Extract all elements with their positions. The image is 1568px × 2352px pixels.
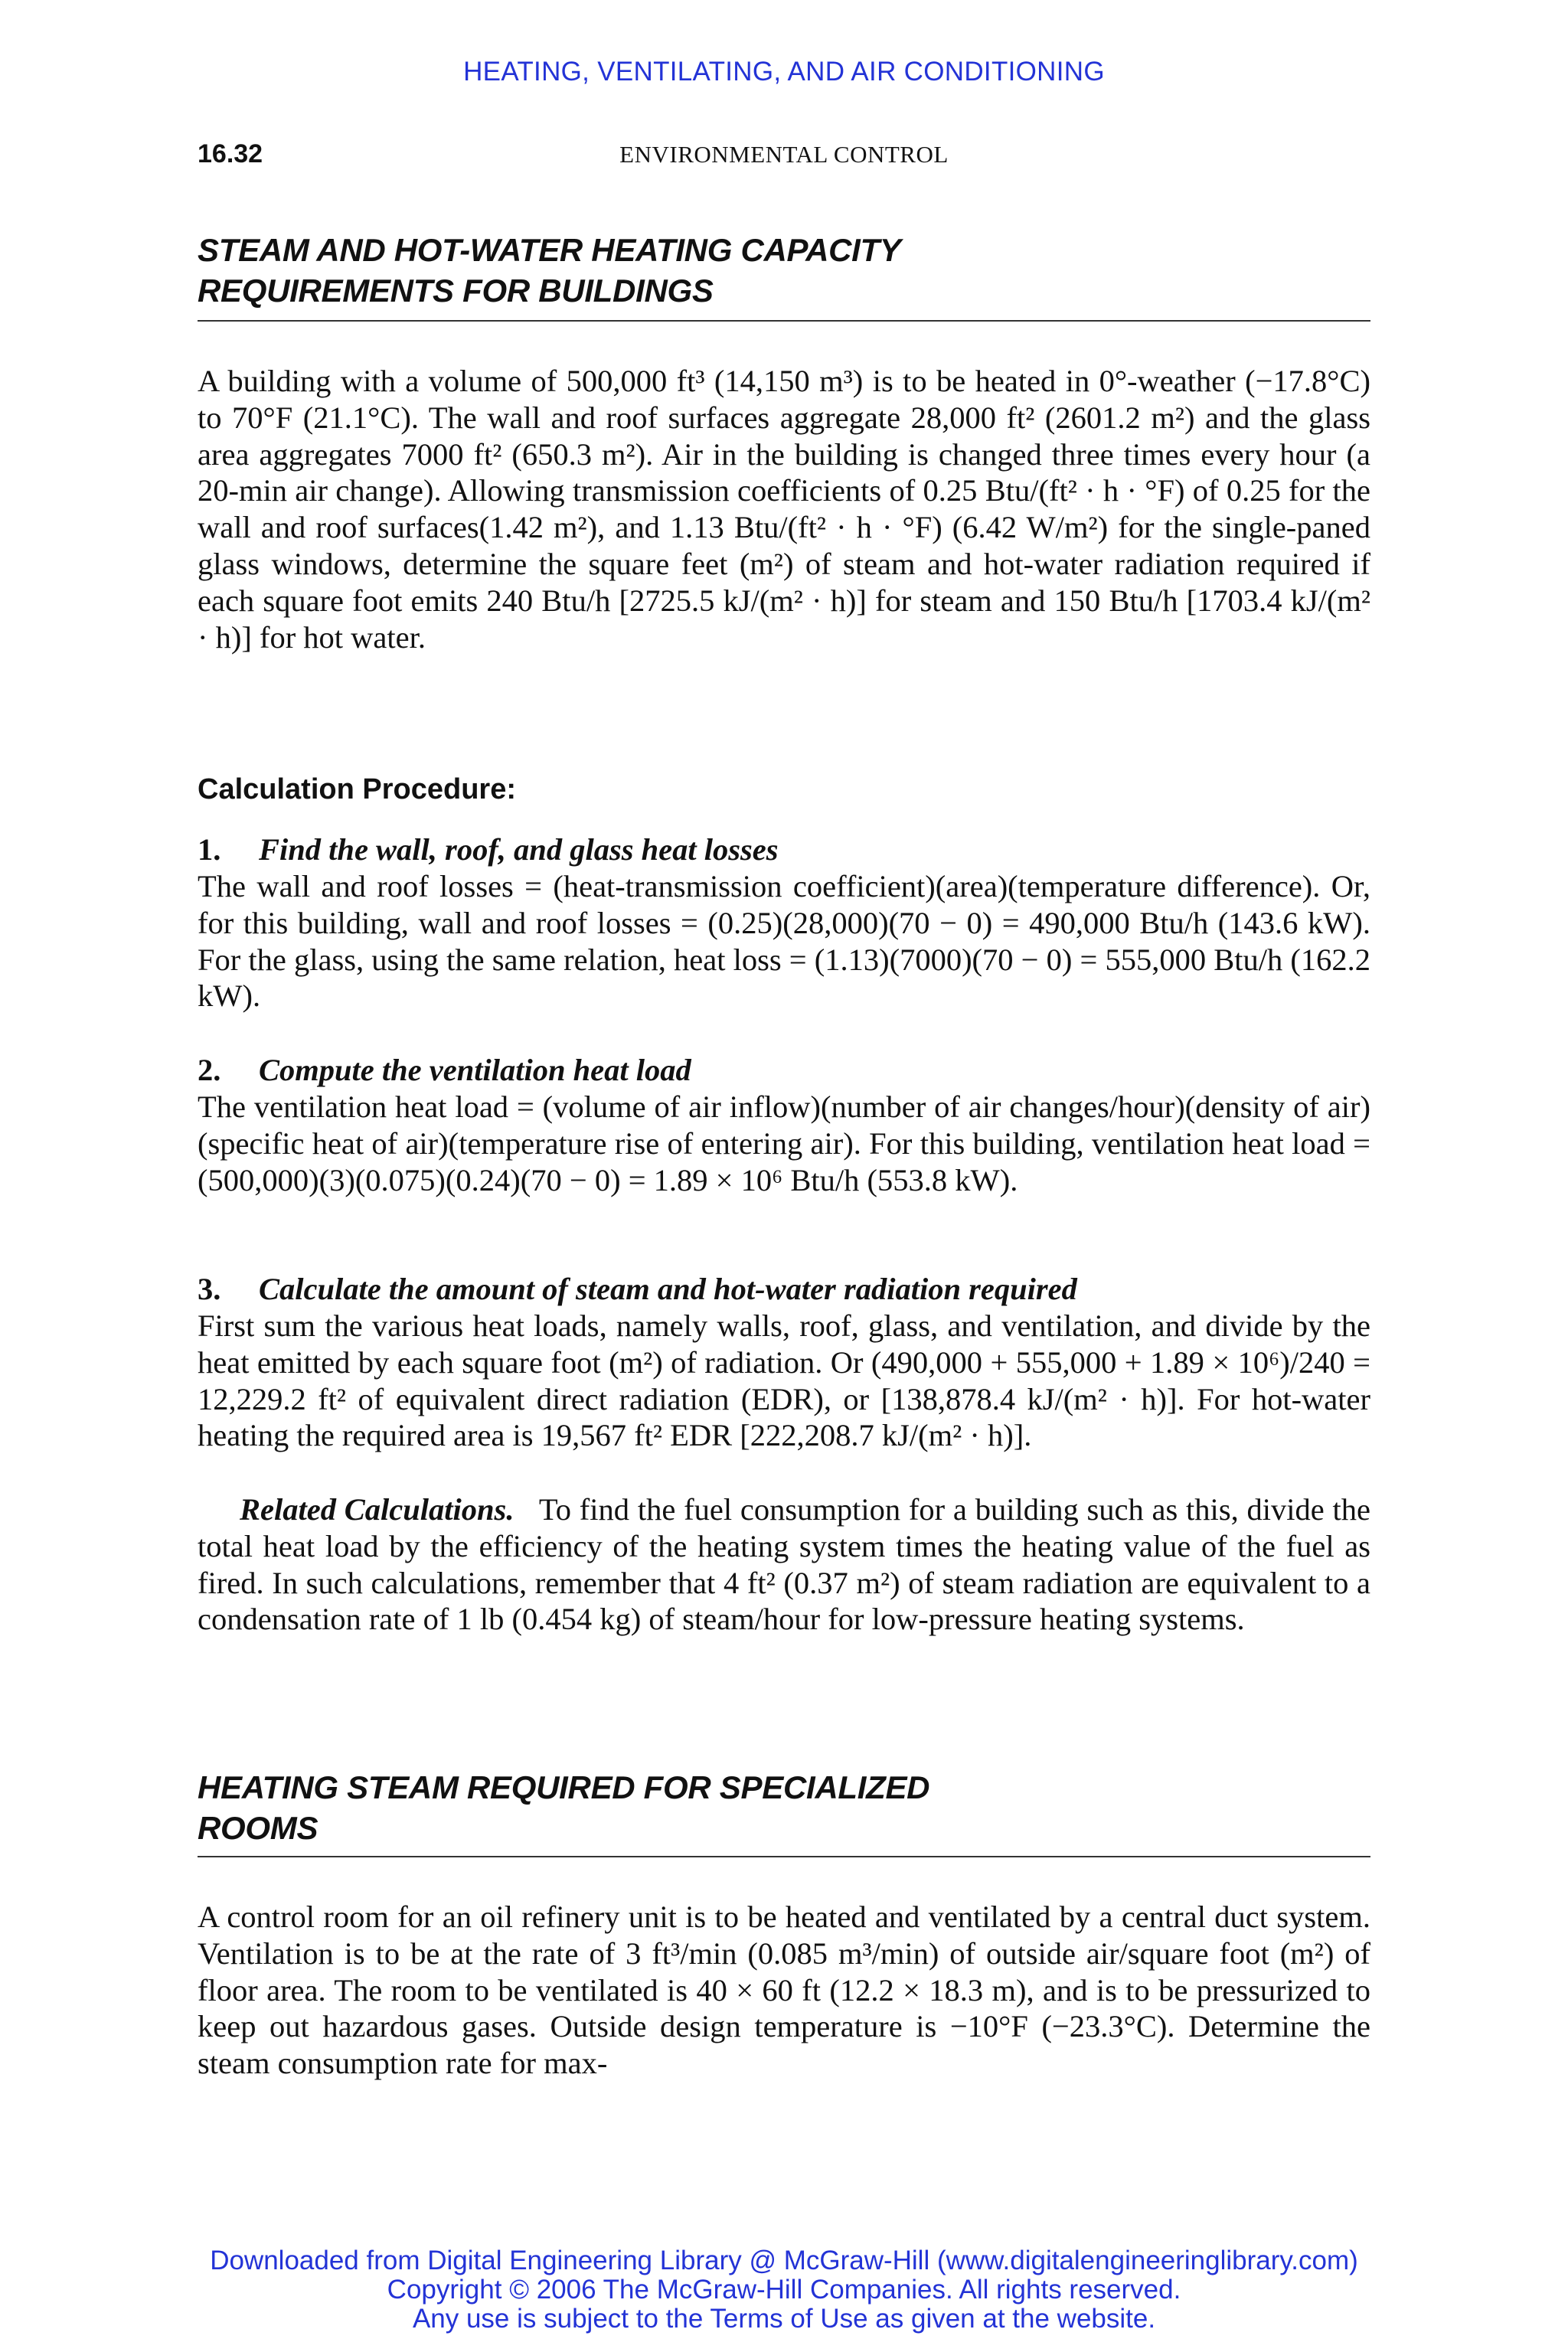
footer-notice <box>0 2246 1568 2334</box>
page-number: 16.32 <box>198 139 263 168</box>
section-title-line: HEATING STEAM REQUIRED FOR SPECIALIZED <box>198 1769 930 1805</box>
related-calculations-text: To find the fuel consumption for a building such as this, divide the total heat load by the efficiency of the heating system times the heating value of the fuel as fired. In such calculations, remember that 4 ft² (0.37 m²) of steam radiation are equivalent to a condensation rate of 1 lb (0.454 kg) of steam/hour for low-pressure heating systems. <box>198 1492 1370 1637</box>
step-body: The wall and roof losses = (heat-transmission coefficient)(area)(temperature difference). Or, for this building, wall and roof losses = (0.25)(28,000)(70 − 0) = 490,000 Btu/h (143.6 kW). For the glass, using the same relation, heat loss = (1.13)(7000)(70 − 0) = 555,000 Btu/h (162.2 kW). <box>198 869 1370 1014</box>
step-number: 1. <box>198 832 221 867</box>
related-calculations-label: Related Calculations. <box>240 1492 514 1527</box>
step-heading <box>198 831 1370 868</box>
step-title: Compute the ventilation heat load <box>259 1053 691 1087</box>
running-head: ENVIRONMENTAL CONTROL <box>619 141 949 168</box>
footer-line[interactable]: Downloaded from Digital Engineering Library @ McGraw-Hill (www.digitalengineeringlibrary.com) <box>210 2246 1358 2275</box>
section-title <box>198 1767 1369 1848</box>
problem-statement: A building with a volume of 500,000 ft³ (14,150 m³) is to be heated in 0°-weather (−17.8°C) to 70°F (21.1°C). The wall and roof surfaces aggregate 28,000 ft² (2601.2 m²) and the glass area aggregates 7000 ft² (650.3 m²). Air in the building is changed three times every hour (a 20-min air change). Allowing transmission coefficients of 0.25 Btu/(ft² · h · °F) of 0.25 for the wall and roof surfaces(1.42 m²), and 1.13 Btu/(ft² · h · °F) (6.42 W/m²) for the single-paned glass windows, determine the square feet (m²) of steam and hot-water radiation required if each square foot emits 240 Btu/h [2725.5 kJ/(m² · h)] for steam and 150 Btu/h [1703.4 kJ/(m² · h)] for hot water. <box>198 364 1370 655</box>
section-title <box>198 230 1369 311</box>
section-title-line: REQUIREMENTS FOR BUILDINGS <box>198 273 714 309</box>
section-title-line: STEAM AND HOT-WATER HEATING CAPACITY <box>198 232 901 268</box>
step-heading <box>198 1052 1370 1089</box>
procedure-heading: Calculation Procedure: <box>198 773 516 805</box>
step-title: Find the wall, roof, and glass heat losses <box>259 832 779 867</box>
step-body: First sum the various heat loads, namely walls, roof, glass, and ventilation, and divide by the heat emitted by each square foot (m²) of radiation. Or (490,000 + 555,000 + 1.89 × 10⁶)/240 = 12,229.2 ft² of equivalent direct radiation (EDR), or [138,878.4 kJ/(m² · h)]. For hot-water heating the required area is 19,567 ft² EDR [222,208.7 kJ/(m² · h)]. <box>198 1308 1370 1453</box>
step-body: The ventilation heat load = (volume of air inflow)(number of air changes/hour)(density of air)(specific heat of air)(temperature rise of entering air). For this building, ventilation heat load = (500,000)(3)(0.075)(0.24)(70 − 0) = 1.89 × 10⁶ Btu/h (553.8 kW). <box>198 1089 1370 1197</box>
step-title: Calculate the amount of steam and hot-water radiation required <box>259 1272 1077 1306</box>
step-number: 2. <box>198 1053 221 1087</box>
step-number: 3. <box>198 1272 221 1306</box>
footer-line[interactable]: Any use is subject to the Terms of Use as given at the website. <box>412 2304 1156 2334</box>
problem-statement: A control room for an oil refinery unit is to be heated and ventilated by a central duct system. Ventilation is to be at the rate of 3 ft³/min (0.085 m³/min) of outside air/square foot (m²) of floor area. The room to be ventilated is 40 × 60 ft (12.2 × 18.3 m), and is to be pressurized to keep out hazardous gases. Outside design temperature is −10°F (−23.3°C). Determine the steam consumption rate for max- <box>198 1900 1370 2081</box>
section-title-line: ROOMS <box>198 1810 318 1846</box>
section-rule <box>198 1856 1370 1857</box>
collection-banner: HEATING, VENTILATING, AND AIR CONDITIONING <box>463 57 1105 87</box>
step-heading <box>198 1271 1370 1308</box>
related-calculations <box>198 1491 1370 1638</box>
section-rule <box>198 320 1370 322</box>
footer-line: Copyright © 2006 The McGraw-Hill Companies. All rights reserved. <box>387 2275 1181 2305</box>
